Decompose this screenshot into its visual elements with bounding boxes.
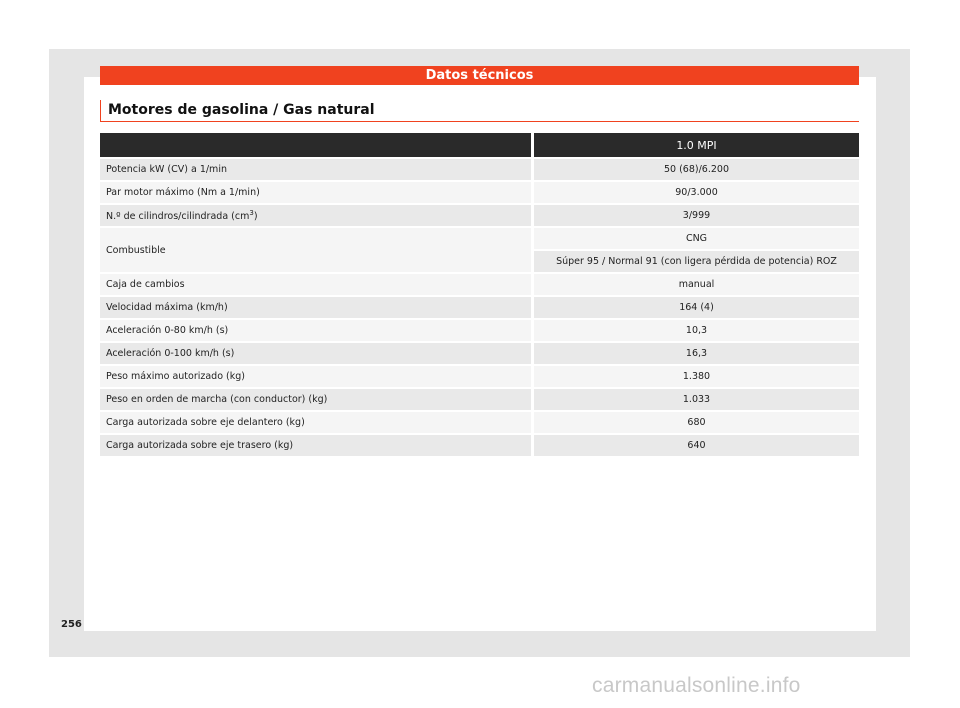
- table-row: [100, 159, 859, 180]
- row-label-end: ): [253, 211, 258, 223]
- table-row: [100, 343, 859, 364]
- row-label: Peso máximo autorizado (kg): [100, 366, 534, 387]
- page-number: 256: [61, 619, 82, 630]
- row-value: 50 (68)/6.200: [534, 159, 859, 180]
- table-row: [100, 389, 859, 410]
- table-row: [100, 274, 859, 295]
- section-title: Motores de gasolina / Gas natural: [100, 100, 375, 122]
- watermark-link[interactable]: carmanualsonline.info: [592, 674, 801, 697]
- row-label: Caja de cambios: [100, 274, 534, 295]
- table-row: [100, 182, 859, 203]
- table-row: [100, 228, 859, 249]
- table-row: [100, 435, 859, 456]
- row-value: 1.033: [534, 389, 859, 410]
- row-label: Par motor máximo (Nm a 1/min): [100, 182, 534, 203]
- row-label: Aceleración 0-100 km/h (s): [100, 343, 534, 364]
- section-divider: [100, 121, 859, 122]
- column-header-engine: 1.0 MPI: [534, 133, 859, 157]
- table-row: [100, 412, 859, 433]
- row-value: 90/3.000: [534, 182, 859, 203]
- table-row: [100, 297, 859, 318]
- row-label: Velocidad máxima (km/h): [100, 297, 534, 318]
- row-label: Carga autorizada sobre eje trasero (kg): [100, 435, 534, 456]
- header-blank-cell: [100, 133, 534, 157]
- table-row: [100, 366, 859, 387]
- row-label: Carga autorizada sobre eje delantero (kg): [100, 412, 534, 433]
- row-label: Potencia kW (CV) a 1/min: [100, 159, 534, 180]
- row-label: Aceleración 0-80 km/h (s): [100, 320, 534, 341]
- row-value: manual: [534, 274, 859, 295]
- chapter-banner: Datos técnicos: [100, 66, 859, 85]
- row-value: Súper 95 / Normal 91 (con ligera pérdida de potencia) ROZ: [534, 251, 859, 272]
- table-header-row: [100, 133, 859, 157]
- row-value: CNG: [534, 228, 859, 249]
- row-value: 10,3: [534, 320, 859, 341]
- spec-table: [100, 131, 859, 458]
- table-row: [100, 320, 859, 341]
- row-label-main: N.º de cilindros/cilindrada (cm: [106, 211, 250, 223]
- row-value: 164 (4): [534, 297, 859, 318]
- row-value: 1.380: [534, 366, 859, 387]
- row-value: 16,3: [534, 343, 859, 364]
- superscript: 3: [249, 208, 254, 217]
- row-label: [100, 205, 534, 226]
- row-value: 3/999: [534, 205, 859, 226]
- row-label: Peso en orden de marcha (con conductor) (kg): [100, 389, 534, 410]
- table-row: [100, 205, 859, 226]
- row-value: 640: [534, 435, 859, 456]
- row-value: 680: [534, 412, 859, 433]
- row-label: Combustible: [100, 228, 534, 272]
